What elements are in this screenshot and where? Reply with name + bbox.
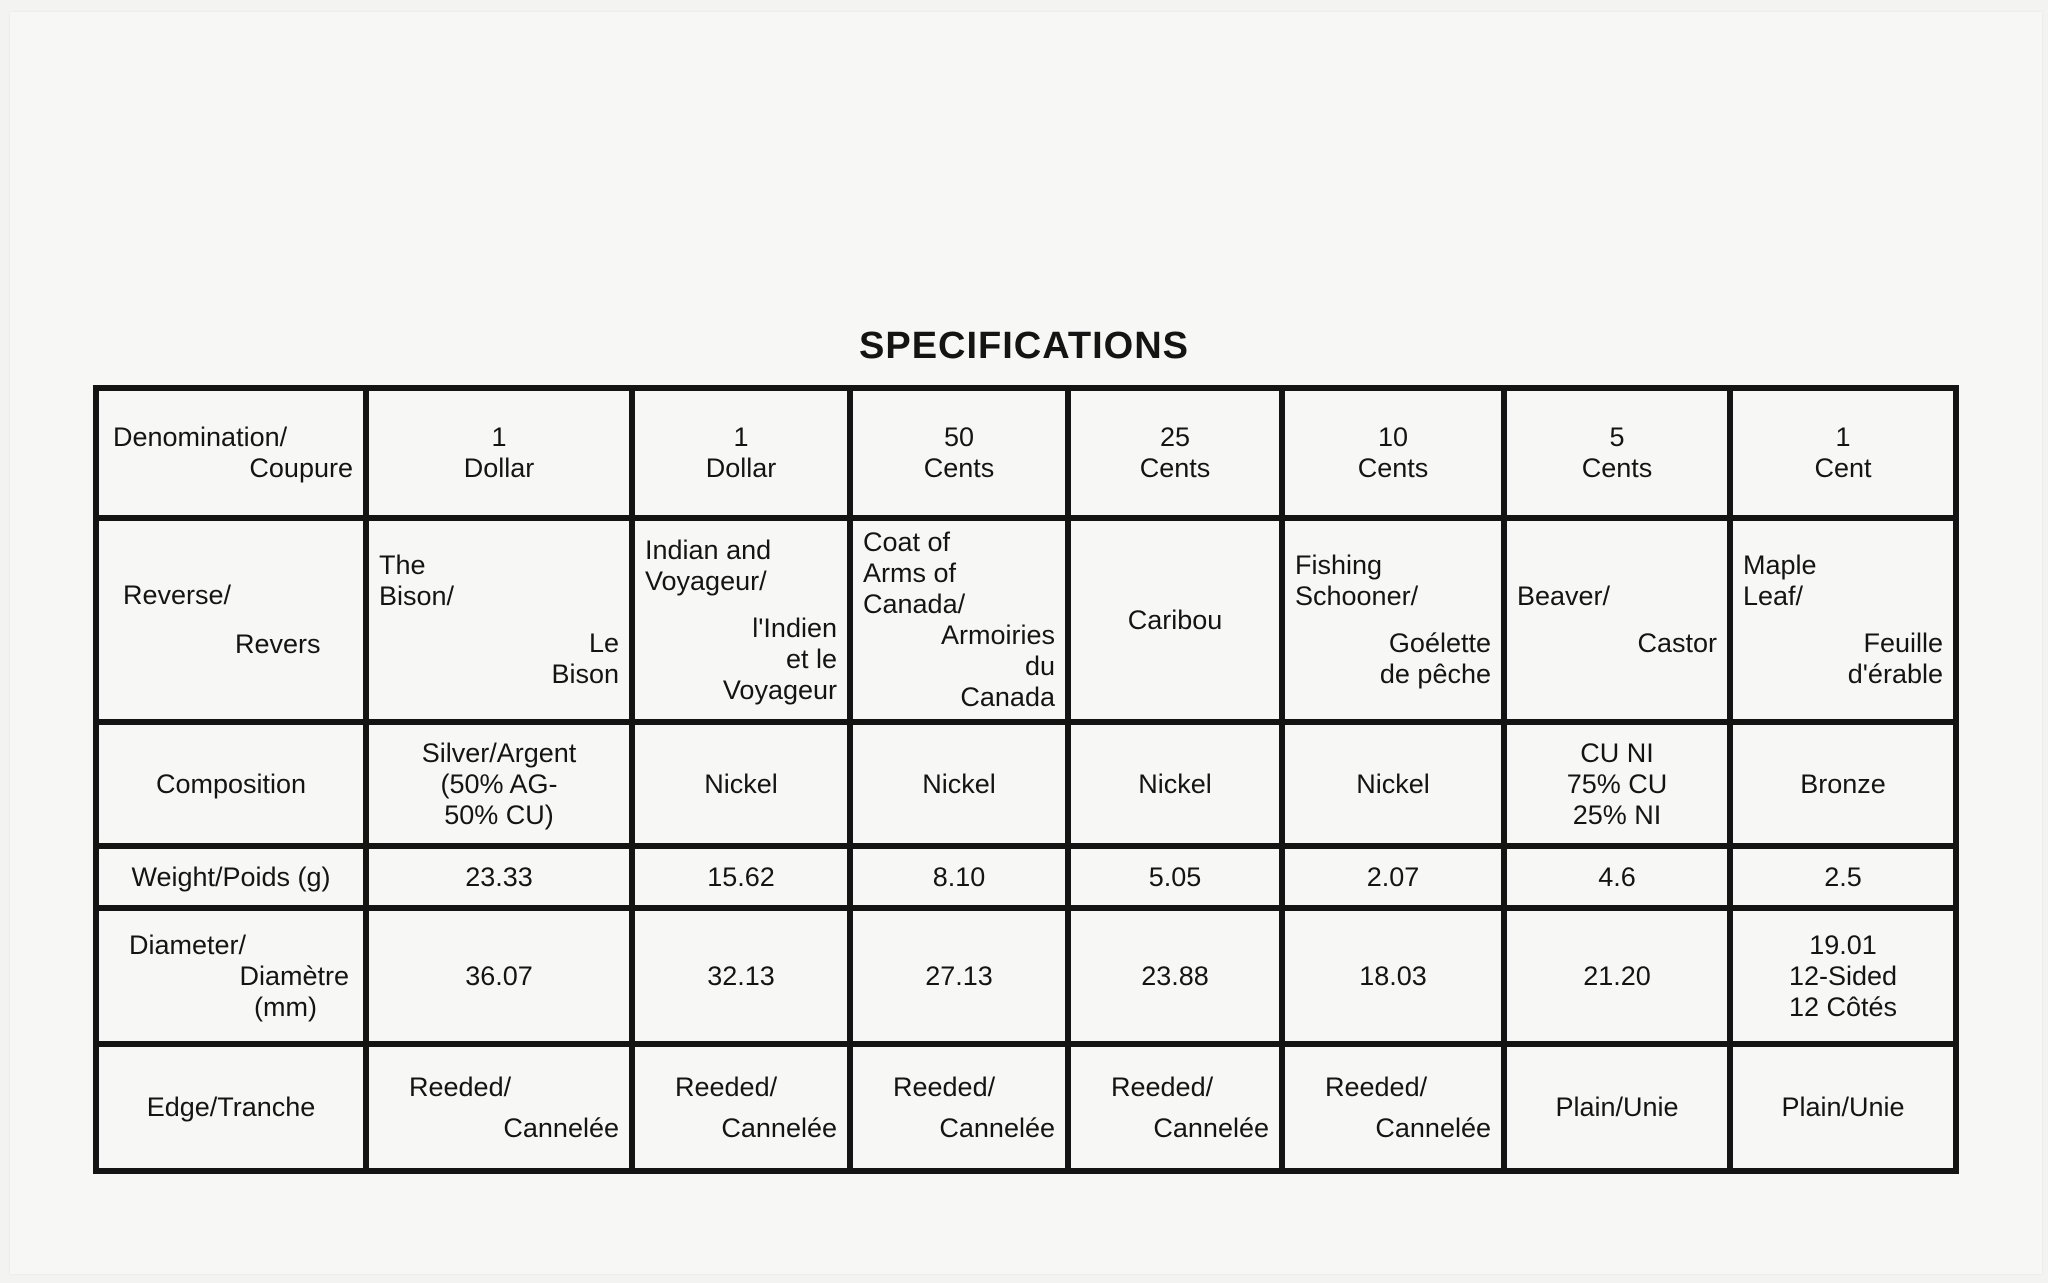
label-denomination [96,388,366,518]
weight-cell [1282,846,1504,908]
diameter-cell [850,908,1068,1044]
composition-cell [850,722,1068,846]
weight-cell [1068,846,1282,908]
reverse-stack [645,535,837,706]
reverse-english [1743,550,1943,612]
diameter-cell [1730,908,1956,1044]
cell-line: Cents [1139,453,1211,483]
cell-line: 18.03 [1359,960,1427,991]
cell-line: 2.07 [1366,861,1420,892]
denomination-cell [1282,388,1504,518]
cell-line: CU NI [1580,737,1654,768]
reverse-english [1295,550,1491,612]
cell-line: Reeded/ [1111,1071,1214,1102]
composition-cell [1068,722,1282,846]
reverse-cell [632,518,850,722]
cell-line: 23.88 [1141,960,1209,991]
reverse-cell [1282,518,1504,722]
cell-line: Dollar [705,453,777,483]
cell-line: Plain/Unie [1555,1092,1679,1122]
cell-line: 36.07 [465,960,533,991]
cell-line: Dollar [463,453,535,483]
row-weight [96,846,1956,908]
cell-line: 50 [943,422,975,452]
cell-line: 8.10 [932,861,986,892]
label-line: Coupure [249,453,353,483]
cell-line: Plain/Unie [1781,1092,1905,1122]
edge-cell [632,1044,850,1171]
cell-line: Cents [923,453,995,483]
cell-line: 5.05 [1148,861,1202,892]
cell-line: Nickel [704,768,778,799]
reverse-stack [863,527,1055,713]
label-edge: Edge/Tranche [96,1044,366,1171]
cell-line: 1 [1835,422,1851,452]
cell-line: Nickel [1138,768,1212,799]
reverse-english [1517,581,1717,612]
cell-line: Nickel [1356,768,1430,799]
cell-line: Canada/ [863,589,966,619]
cell-line: 32.13 [707,960,775,991]
cell-line: 12-Sided [1788,960,1898,991]
cell-line: The [379,550,426,580]
page-title: SPECIFICATIONS [859,325,1189,367]
reverse-english [379,550,619,612]
cell-line: Cannelée [1153,1112,1269,1143]
cell-line: l'Indien [752,612,837,643]
cell-line: Voyageur/ [645,565,767,596]
label-line: Revers [235,629,321,659]
reverse-english [645,535,837,597]
composition-cell [1730,722,1956,846]
cell-line: 21.20 [1583,960,1651,991]
cell-line: 12 Côtés [1788,991,1898,1022]
composition-cell [632,722,850,846]
cell-line: Beaver/ [1517,581,1611,611]
cell-line: Bison/ [379,581,455,611]
cell-line: 10 [1377,422,1409,452]
row-composition [96,722,1956,846]
cell-line: Leaf/ [1743,581,1804,611]
edge-stack [863,1072,1055,1144]
reverse-french [1295,628,1491,690]
denomination-cell [1730,388,1956,518]
edge-cell [1730,1044,1956,1171]
reverse-cell [850,518,1068,722]
cell-line: d'érable [1847,659,1943,689]
cell-line: 15.62 [707,861,775,892]
cell-line: Reeded/ [893,1071,996,1102]
label-line: Diamètre [239,960,349,991]
cell-line: Fishing [1295,550,1383,580]
cell-line: Silver/Argent [421,737,577,768]
denomination-cell [632,388,850,518]
cell-line: Schooner/ [1295,581,1419,611]
row-diameter [96,908,1956,1044]
label-line: (mm) [254,991,317,1022]
cell-line: 25% NI [1572,799,1662,830]
reverse-cell [366,518,632,722]
reverse-cell [1730,518,1956,722]
reverse-stack [1743,550,1943,690]
reverse-french [379,628,619,690]
cell-line: Bison [551,659,619,689]
cell-line: Caribou [1127,604,1223,635]
edge-cell [1282,1044,1504,1171]
cell-line: Bronze [1800,768,1886,799]
label-diameter [96,908,366,1044]
cell-line: de pêche [1379,659,1491,689]
label-composition: Composition [96,722,366,846]
cell-line: Le [588,628,619,658]
diameter-cell [632,908,850,1044]
cell-line: Cannelée [939,1112,1055,1143]
denomination-cell [366,388,632,518]
cell-line: 4.6 [1598,861,1636,892]
cell-line: Cents [1581,453,1653,483]
row-denomination [96,388,1956,518]
denomination-cell [1504,388,1730,518]
composition-cell [1282,722,1504,846]
cell-line: 2.5 [1824,861,1862,892]
denomination-cell [1068,388,1282,518]
diameter-cell [1282,908,1504,1044]
reverse-english [863,527,1055,620]
reverse-stack [1295,550,1491,690]
label-line: Reverse/ [123,580,232,610]
cell-line: Cannelée [721,1112,837,1143]
reverse-cell [1068,518,1282,722]
label-line: Diameter/ [129,929,247,960]
cell-line: Reeded/ [409,1071,512,1102]
edge-stack [1081,1072,1269,1144]
cell-line: 1 [733,422,749,452]
reverse-french [1517,628,1717,659]
edge-stack [645,1072,837,1144]
reverse-french [1743,628,1943,690]
cell-line: Castor [1637,628,1717,658]
edge-cell [1068,1044,1282,1171]
composition-cell [1504,722,1730,846]
reverse-stack [379,550,619,690]
cell-line: 25 [1159,422,1191,452]
reverse-french [863,620,1055,713]
reverse-cell [1504,518,1730,722]
cell-line: Nickel [922,768,996,799]
cell-line: 5 [1609,422,1625,452]
cell-line: Indian and [645,534,772,565]
label-weight: Weight/Poids (g) [96,846,366,908]
cell-line: Goélette [1388,628,1491,658]
row-edge [96,1044,1956,1171]
cell-line: Coat of [863,527,951,557]
edge-cell [850,1044,1068,1171]
weight-cell [632,846,850,908]
cell-line: 23.33 [465,861,533,892]
denomination-cell [850,388,1068,518]
cell-line: 50% CU) [444,799,554,830]
cell-line: 27.13 [925,960,993,991]
label-reverse [96,518,366,722]
cell-line: du [1024,651,1055,681]
cell-line: Cent [1814,453,1872,483]
cell-line: 19.01 [1809,929,1877,960]
weight-cell [1730,846,1956,908]
composition-cell [366,722,632,846]
edge-stack [1295,1072,1491,1144]
cell-line: et le [785,643,837,674]
diameter-cell [366,908,632,1044]
cell-line: Armoiries [940,620,1055,650]
row-reverse [96,518,1956,722]
edge-stack [379,1072,619,1144]
label-line: Denomination/ [113,422,288,452]
weight-cell [366,846,632,908]
reverse-stack [1517,581,1717,659]
cell-line: 75% CU [1566,768,1668,799]
edge-cell [1504,1044,1730,1171]
cell-line: Cannelée [503,1112,619,1143]
weight-cell [1504,846,1730,908]
cell-line: Cents [1357,453,1429,483]
cell-line: Reeded/ [1325,1071,1428,1102]
specifications-table [93,385,1959,1174]
cell-line: Reeded/ [675,1071,778,1102]
diameter-cell [1504,908,1730,1044]
cell-line: Canada [960,682,1055,712]
cell-line: Arms of [863,558,957,588]
reverse-french [645,613,837,706]
cell-line: 1 [491,422,507,452]
cell-line: Feuille [1863,628,1943,658]
cell-line: (50% AG- [440,768,558,799]
cell-line: Maple [1743,550,1817,580]
diameter-cell [1068,908,1282,1044]
edge-cell [366,1044,632,1171]
cell-line: Cannelée [1375,1112,1491,1143]
cell-line: Voyageur [722,674,837,705]
weight-cell [850,846,1068,908]
